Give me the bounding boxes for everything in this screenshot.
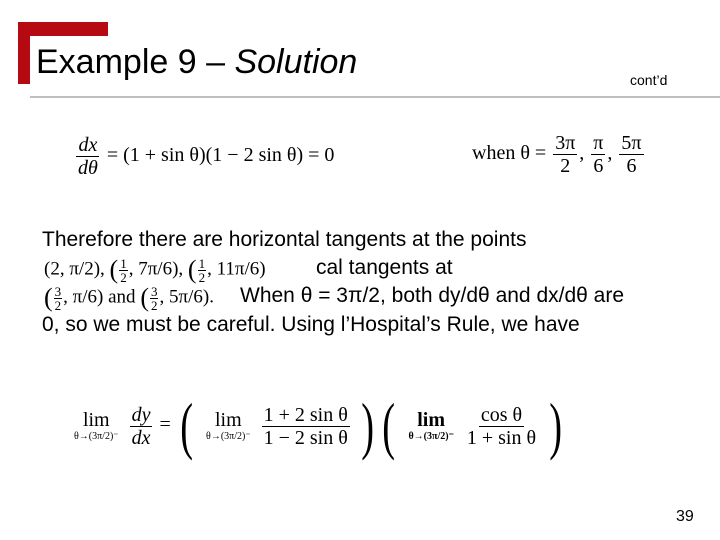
limit-equation [70,390,566,461]
open-paren: ( [140,283,149,312]
big-close-paren: ) [549,390,563,461]
point-5-rest: , 5π/6) [159,286,210,308]
fraction-numerator: 3π [555,132,576,154]
derivative-equation [74,134,334,179]
open-paren: ( [187,255,197,284]
fraction-numerator: 1 [198,255,206,271]
comma: , [579,142,585,165]
fraction-denominator: 2 [150,297,158,313]
point-4-fraction [54,285,63,312]
big-close-paren: ) [361,390,374,461]
vertical-tangent-points [44,283,214,313]
lim-word: lim [214,409,242,431]
fraction-denominator: 2 [560,155,571,177]
comma: , [178,258,184,280]
point-2-rest: , 7π/6) [128,258,179,280]
fraction-numerator: 3 [150,283,158,299]
body-line-3: When θ = 3π/2, both dy/dθ and dx/dθ are [240,284,624,307]
fraction-numerator: dy [131,403,151,426]
period: . [209,286,214,308]
theta-value-2 [591,132,605,177]
body-line-1: Therefore there are horizontal tangents at the points [42,228,527,251]
open-paren: ( [109,255,119,284]
sine-ratio-fraction [262,404,350,449]
title-sub: Solution [234,43,358,81]
fraction-numerator: 1 [120,255,127,271]
big-open-paren: ( [179,390,193,461]
point-2-fraction [119,257,128,284]
limit-operator-3 [408,409,453,443]
open-paren: ( [44,283,53,312]
horizontal-tangent-points [44,255,266,285]
dx-dtheta-fraction [76,134,100,179]
dy-dx-fraction [130,404,153,449]
fraction-denominator: 6 [593,155,604,177]
title-underline [30,96,720,98]
fraction-denominator: 1 − 2 sin θ [263,426,348,449]
point-3-fraction [198,257,207,284]
point-1: (2, π/2) [44,258,101,280]
lim-subscript: θ→(3π/2)⁻ [408,431,454,442]
fraction-denominator: 1 + sin θ [466,426,537,449]
fraction-numerator: 1 + 2 sin θ [263,403,348,426]
theta-value-1 [553,132,577,177]
theta-values-equation [472,132,646,177]
fraction-denominator: 2 [198,269,206,285]
theta-value-3 [619,132,643,177]
big-open-paren: ( [382,390,396,461]
comma: , [100,258,105,280]
page-number: 39 [676,508,694,525]
slide-title [36,42,357,82]
title-main: Example 9 – [36,43,235,81]
fraction-denominator: 2 [54,297,62,313]
fraction-numerator: π [593,132,604,154]
point-5-fraction [150,285,159,312]
fraction-denominator: 2 [120,269,127,285]
fraction-numerator: 5π [621,132,642,154]
equals-sign: = [159,413,171,436]
and-word: and [108,286,136,308]
fraction-denominator: 6 [626,155,637,177]
fraction-numerator: cos θ [480,403,523,426]
comma: , [607,142,613,165]
lim-subscript: θ→(3π/2)⁻ [74,431,119,442]
fraction-numerator: 3 [54,283,62,299]
fraction-denominator: dθ [78,157,98,179]
point-3-rest: , 11π/6) [207,258,266,280]
when-theta-prefix: when θ = [472,142,547,165]
point-4-rest: , π/6) [63,286,104,308]
equation-rhs: = (1 + sin θ)(1 − 2 sin θ) = 0 [106,144,335,167]
continued-label: cont’d [630,72,668,88]
lim-word: lim [417,409,446,431]
fraction-numerator: dx [78,134,98,156]
lim-subscript: θ→(3π/2)⁻ [206,431,251,442]
body-line-4: 0, so we must be careful. Using l’Hospital’s Rule, we have [42,313,580,336]
cosine-ratio-fraction [465,404,538,449]
lim-word: lim [82,409,110,431]
body-line-2: cal tangents at [316,256,453,279]
limit-operator-1 [74,409,119,443]
limit-operator-2 [206,409,251,443]
fraction-denominator: dx [131,426,151,449]
